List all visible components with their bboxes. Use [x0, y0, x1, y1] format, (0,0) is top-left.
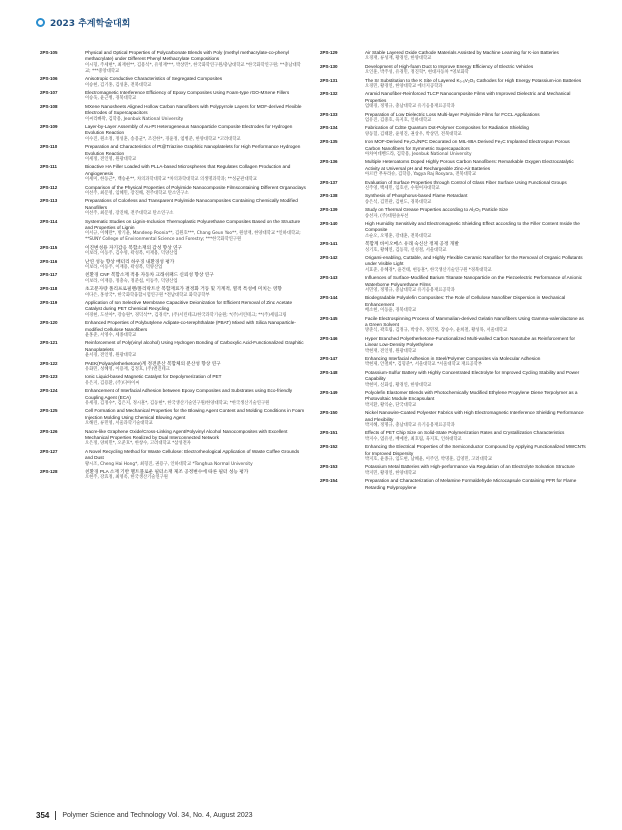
entry-authors: 이다은, 홍창국*, 한국화학융합시험연구원 *전남대학교 화학공학부	[85, 292, 210, 298]
entry-authors: 송선자, (주)대원솔루션	[365, 213, 409, 219]
abstract-entry	[320, 370, 586, 389]
abstract-entry	[40, 320, 306, 339]
entry-code: 2PS-147	[320, 356, 338, 361]
entry-authors: 윤서경, 전인영, 원광대학교	[85, 353, 137, 359]
entry-body	[365, 241, 586, 253]
entry-authors: 서효준, 유혜경*, 윤건태, 현동훈*, 한국생산기술연구원 *경북대학교	[365, 267, 492, 273]
entry-body	[85, 449, 306, 468]
entry-code: 2PS-129	[320, 50, 338, 55]
entry-code: 2PS-139	[320, 207, 338, 213]
entry-code: 2PS-148	[320, 369, 338, 375]
entry-body	[85, 164, 306, 183]
entry-authors: 박지민, 황경연, 한양대학교	[365, 470, 417, 476]
entry-title: Potassium-Sulfur Battery with Highly Concentrated Electrolyte for Improved Cycling Stability and Power Capability	[365, 369, 580, 382]
entry-authors: 이서규, 이혜란*, 방기윤, Mandeep Poonia**, 김원호***, Chang Geun Yoo**, 원창재, 한양대학교 *인하대학교; **SUNY College of Environmental Science and Forestry; ***한국화학연구원	[85, 231, 301, 243]
abstract-entry	[40, 185, 306, 197]
entry-title: Ionic Liquid-based Magnetic Catalyst for Depolymerization of PET	[85, 374, 222, 380]
entry-code: 2PS-120	[40, 320, 58, 326]
abstract-entry	[40, 361, 306, 373]
abstract-entry	[320, 410, 586, 429]
abstract-entry	[320, 221, 586, 240]
entry-authors: 이세정, 전인영, 원광대학교	[85, 157, 137, 163]
entry-body	[365, 275, 586, 294]
entry-code: 2PS-128	[40, 469, 58, 475]
entry-authors: 유은지, 김용환, (주)디아이씨	[85, 380, 140, 386]
entry-code: 2PS-111	[40, 164, 58, 170]
entry-title: Polyolefin Elastomer Blends with Photochemically Modified Ethylene Propylene Diene Terpolymer as a Photovoltaic Module Encapsulant	[365, 390, 578, 402]
abstract-entry	[40, 90, 306, 102]
entry-body	[365, 464, 586, 476]
entry-body	[365, 50, 586, 62]
entry-body	[85, 124, 306, 143]
entry-title: 복합계 바이오매스 유래 숙신산 정제 공정 개발	[365, 241, 459, 247]
abstract-entry	[40, 469, 306, 481]
entry-title: 초고분자량 폴리프로필렌/폴리락트산 복합재료가 결정화 거동 및 기계적, 열적 특성에 미치는 영향	[85, 286, 282, 292]
abstract-entry	[320, 139, 586, 158]
entry-body	[365, 390, 586, 409]
entry-code: 2PS-130	[320, 63, 338, 69]
entry-body	[85, 469, 306, 481]
abstract-entry	[320, 207, 586, 219]
entry-body	[365, 112, 586, 124]
entry-body	[85, 185, 306, 197]
abstract-entry	[320, 316, 586, 335]
entry-authors: 유화민, 성혜영, 이용재, 김정호, (주)엔진테크	[85, 367, 170, 373]
entry-code: 2PS-116	[40, 258, 58, 264]
abstract-entry	[320, 464, 586, 476]
entry-body	[365, 336, 586, 355]
entry-authors: 이보라, 이재용, 정충숙, 정준섭, 이동주, 덕양산업	[85, 278, 178, 284]
entry-title: Nacre-like Graphene Oxide/Cross-Linking Agent/Polyvinyl Alcohol Nanocomposites with Excellent Mechanical Properties Realized by Dual Interconnected Network	[85, 428, 288, 441]
entry-body	[85, 320, 306, 339]
entry-authors: 서민영, 정명규, 충남대학교 유기응용재료공학과	[365, 288, 455, 293]
entry-authors: 오경민, 황경연, 한양대학교 에너지공학과	[365, 84, 443, 89]
entry-code: 2PS-152	[320, 444, 338, 450]
entry-title: Anisotropic Conductive Characteristics of Segregated Composites	[85, 76, 223, 82]
entry-code: 2PS-132	[320, 91, 338, 97]
entry-code: 2PS-146	[320, 335, 338, 341]
entry-authors: 이승현, 김기홍, 김성훈, 전북대학교	[85, 82, 152, 88]
entry-authors: 성기호, 황혜연, 김동혁, 신성철, 서울대학교	[365, 247, 447, 253]
abstract-entry	[40, 300, 306, 319]
entry-code: 2PS-136	[320, 159, 338, 165]
entry-code: 2PS-143	[320, 275, 338, 281]
entry-code: 2PS-107	[40, 90, 58, 95]
entry-authors: 배소현, 이동윤, 경북대학교	[365, 308, 417, 314]
entry-body	[85, 272, 306, 284]
abstract-entry	[320, 390, 586, 409]
entry-code: 2PS-154	[320, 478, 338, 484]
abstract-entry	[40, 124, 306, 143]
entry-authors: 박지환, 황익순, 단국대학교	[365, 402, 417, 408]
abstract-entry	[40, 245, 306, 257]
entry-authors: 박현미, 신화심, 황경연, 한양대학교	[365, 382, 432, 388]
entry-title: Iron MOF-Derived Fe₃O₄/NPC Decorated on MIL-88A Derived Fe₃C Implanted Electrospun Porous Carbon Nanofibers for Symmetric Supercapacitors	[365, 139, 570, 151]
abstract-entry	[320, 180, 586, 192]
page-header	[36, 16, 130, 29]
abstract-entry	[320, 444, 586, 463]
entry-body	[365, 91, 586, 110]
entry-body	[85, 408, 306, 427]
abstract-entry	[320, 64, 586, 76]
entry-authors: 유세경, 김정수*, 김은지, 정시훈*, 김동현*, 한국생산기술연구원/한양대학교; *한국생산기술연구원	[85, 401, 270, 407]
entry-body	[365, 139, 586, 158]
entry-body	[85, 374, 306, 386]
entry-body	[365, 444, 586, 463]
entry-authors: 윤홍준, 서영수, 세종대학교	[85, 333, 137, 339]
entry-code: 2PS-142	[320, 254, 338, 260]
abstract-entry	[320, 255, 586, 274]
entry-code: 2PS-135	[320, 139, 338, 145]
entry-title: 친환경 PLA 소재 기반 멜트블로운 필터소재 제조 공정변수에 따른 필터 성능 평가	[85, 469, 249, 475]
entry-code: 2PS-105	[40, 50, 58, 55]
entry-code: 2PS-109	[40, 124, 58, 129]
entry-title: Development of High-foam Duct to Improve Energy Efficiency of Electric Vehicles	[365, 63, 534, 69]
entry-authors: 송은석, 김민관, 김현도, 경북대학교	[365, 199, 432, 205]
abstract-entry	[40, 76, 306, 88]
entry-title: 친환경 CNF 복합소재 적용 자동차 크래쉬패드 신뢰성 향상 연구	[85, 272, 214, 278]
entry-title: Effects of PET Chip Size on Solid-State Polymerization Rates and Crystallization Characteristics	[365, 430, 565, 436]
entry-title: Cell Formation and Mechanical Properties for the Blowing Agent Content and Molding Conditions in Foam Injection Molding Using Chemical Blowing Agent	[85, 408, 305, 420]
right-column	[320, 50, 586, 492]
abstract-entry	[40, 164, 306, 183]
abstract-entry	[320, 159, 586, 178]
entry-code: 2PS-114	[40, 218, 58, 224]
entry-title: Layer-by-Layer Assembly of Au-Pt Heterogeneous Nanoparticle Composite Electrodes for Hydrogen Evolution Reaction	[85, 124, 293, 136]
entry-body	[85, 219, 306, 244]
abstract-entry	[40, 104, 306, 123]
entry-body	[85, 388, 306, 407]
entry-title: Bioactive HA Filler Loaded with PLLA-based Microspheres that Regulates Collagen Production and Angiogenesis	[85, 164, 291, 176]
abstract-entry	[320, 193, 586, 205]
entry-authors: 엄유진, 김중호, 육지호, 인하대학교	[365, 118, 432, 123]
entry-body	[85, 300, 306, 319]
abstract-entry	[40, 429, 306, 448]
entry-title: A Novel Recycling Method for Waste Cellulose: Electrorheological Application of Waste Coffee Grounds and Dust	[85, 448, 300, 461]
conference-title: 2023 추계학술대회	[50, 19, 131, 29]
journal-citation: Polymer Science and Technology Vol. 34, No. 4, August 2023	[62, 812, 253, 819]
abstract-entry	[320, 430, 586, 442]
abstract-entry	[40, 50, 306, 75]
entry-title: Synthesis of Phosphorus-based Flame Retardant	[365, 193, 468, 199]
entry-authors: 박현제, 안철희*, 김형준*, 서울대학교 *서울대학교 재료공학부	[365, 362, 482, 368]
circle-bullet-icon	[36, 18, 45, 27]
entry-authors: 이씨리빠딱, 김학용, Jeonbuk National University	[85, 116, 184, 122]
entry-title: 난연 성능 향상 배터리 하우징 내환경성 평가	[85, 258, 175, 264]
entry-title: Evaluation of Surface Properties through Control of Glass Fiber Surface Using Functional Groups	[365, 179, 567, 185]
page-number: 354	[36, 811, 50, 820]
entry-authors: 오인훈, 박주성, 유경민, 정진혁*, 현대자동차 *영보화학	[365, 70, 469, 76]
entry-body	[365, 125, 586, 137]
entry-body	[365, 295, 586, 314]
entry-code: 2PS-115	[40, 244, 58, 250]
entry-body	[85, 286, 306, 298]
entry-body	[365, 356, 586, 368]
left-column	[40, 50, 306, 483]
entry-title: Electromagnetic Interference Efficiency of Epoxy Composites Using Foam-type rGO-MXene Fillers	[85, 90, 290, 95]
entry-title: Potassium Metal Batteries with High-performance via Regulation of an Electrolyte Solvation Structure	[365, 464, 575, 470]
abstract-entry	[40, 286, 306, 298]
abstract-entry	[40, 340, 306, 359]
entry-title: Origami-enabling, Cuttable, and Highly Flexible Ceramic Nanofiber for the Removal of Organic Pollutants under Visible Light	[365, 254, 583, 267]
entry-body	[365, 159, 586, 178]
entry-code: 2PS-144	[320, 295, 338, 301]
entry-title: Biodegradable Polyolefin Composites: The Role of Cellulose Nanofiber Dispersion in Mechanical Enhancement	[365, 295, 566, 307]
entry-code: 2PS-118	[40, 286, 58, 292]
entry-code: 2PS-145	[320, 315, 338, 321]
entry-authors: 박지혜, 정명규, 충남대학교 유기응용재료공학과	[365, 423, 455, 429]
entry-body	[85, 76, 306, 88]
abstract-entry	[320, 125, 586, 137]
entry-code: 2PS-134	[320, 125, 338, 131]
entry-title: Aramid Nanofiber-Reinforced TLCP Nanocomposite Films with Improved Dielectric and Mechanical Properties	[365, 91, 571, 103]
entry-authors: 신주영, 백세민, 임호선, 수원여자대학교	[365, 186, 440, 191]
entry-title: Enhancing Interfacial Adhesion in Steel/Polymer Composites via Molecular Adhesion	[365, 356, 541, 361]
abstract-entry	[40, 449, 306, 468]
abstract-entry	[320, 356, 586, 368]
entry-authors: 박현재, 전인영, 원광대학교	[365, 348, 417, 354]
entry-body	[85, 198, 306, 217]
entry-body	[85, 245, 306, 257]
abstract-entry	[320, 478, 586, 491]
abstract-entry	[320, 275, 586, 294]
entry-authors: 이보라, 이동주, 김수영, 곽성복, 이재용, 덕양산업	[85, 251, 178, 257]
abstract-entry	[320, 295, 586, 314]
entry-code: 2PS-138	[320, 193, 338, 199]
entry-title: Hyper Branched Polyetherketone-Functionalized Multi-walled Carbon Nanotube as Reinforcement for Linear Low-Density Polyethylene	[365, 335, 576, 348]
abstract-entry	[40, 408, 306, 427]
entry-code: 2PS-122	[40, 360, 58, 366]
entry-code: 2PS-112	[40, 184, 58, 190]
entry-title: MXene Nanosheets Aligned Hollow Carbon Nanofibers with Polypyrrole Layers for MOF-derived Flexible Electrodes of Supercapacitors	[85, 103, 302, 116]
abstract-entry	[40, 198, 306, 217]
entry-body	[365, 255, 586, 274]
entry-code: 2PS-119	[40, 300, 58, 305]
entry-authors: 아르칸 무투라슈, 김학용, Yagya Raj Rosyara, 전북대학교	[365, 172, 477, 178]
entry-authors: 박지호, 윤종규, 임도현, 남혜윤, 이주연, 박명훈, 김영민, 고려대학교	[365, 457, 493, 463]
entry-code: 2PS-127	[40, 448, 58, 454]
entry-title: Preparation of Low Dielectric Loss Multi-layer Polyimide Films for FCCL Applications	[365, 111, 540, 117]
entry-title: The Sr Substitution to the K Site of Layered K₀.₅V₂O₅ Cathodes for High Energy Potassium-ion Batteries	[365, 77, 582, 83]
footer-divider	[55, 811, 56, 820]
entry-authors: 이수진, 원소정, 정성훈, 송용균*, 조진한*, 경윤정, 염병준, 한양대학교 *고려대학교	[85, 136, 241, 142]
entry-authors: 오현주, 강효정, 최영옥, 한국생산기술연구원	[85, 475, 168, 481]
entry-title: Fabrication of CdSe Quantum Dot-Polymer Composites for Radiation Shielding	[365, 125, 529, 131]
page-footer	[36, 811, 253, 820]
entry-code: 2PS-108	[40, 103, 58, 109]
entry-title: Reinforcement of Poly(vinyl alcohol) Using Hydrogen Bonding of Carboxylic Acid-Functionalized Graphitic Nanoplatelets	[85, 340, 304, 352]
entry-body	[85, 144, 306, 163]
entry-code: 2PS-153	[320, 464, 338, 470]
entry-authors: 이선주, 최문영, 장진해, 전주대학교 탄소연구소	[85, 211, 174, 217]
entry-authors: 이세미, 한동근*, 백승운**, 차의과학대학교 *차의과학대학교 의생명과학과; **성균관대학교	[85, 177, 257, 183]
entry-code: 2PS-124	[40, 388, 58, 394]
entry-body	[365, 430, 586, 442]
entry-authors: 오경재, 류성재, 황경연, 한양대학교	[365, 56, 432, 62]
entry-body	[365, 78, 586, 90]
entry-body	[85, 429, 306, 448]
entry-body	[85, 104, 306, 123]
entry-code: 2PS-140	[320, 220, 338, 226]
entry-body	[365, 478, 586, 491]
entry-title: High Humidity Sensitivity and Electromagnetic Shielding Effect according to the Filler Content Inside the Composite	[365, 220, 580, 233]
entry-body	[365, 180, 586, 192]
entry-authors: 방준식, 곽호림, 김정규, 박상우, 정민정, 장승수, 윤희철, 황성목, 서울대학교	[365, 328, 508, 334]
entry-title: 이진변성용 자기감응 복합소재의 감성 향상 연구	[85, 244, 183, 250]
entry-code: 2PS-125	[40, 408, 58, 414]
entry-body	[85, 361, 306, 373]
abstract-entry	[40, 272, 306, 284]
entry-body	[85, 340, 306, 359]
entry-body	[365, 64, 586, 76]
abstract-entry	[40, 144, 306, 163]
entry-code: 2PS-113	[40, 198, 58, 204]
abstract-entry	[320, 336, 586, 355]
entry-title: Enhanced Properties of Polybutylene Adipate-co-terephthalate (PBAT) Mixed with Silica Nanoparticle-modified Cellulose Nanofibers	[85, 320, 296, 332]
entry-authors: 엄태경, 정명규, 충남대학교 유기응용재료공학과	[365, 104, 455, 110]
entry-code: 2PS-126	[40, 428, 58, 434]
abstract-entry	[40, 259, 306, 271]
entry-body	[365, 410, 586, 429]
entry-title: Air Stable Layered Oxide Cathode Materials Assisted by Machine Learning for K-ion Batteries	[365, 50, 559, 55]
entry-authors: 아차여데벤드라, 김학용, Jeonbuk National University	[365, 152, 472, 157]
entry-code: 2PS-141	[320, 241, 338, 247]
entry-title: PAEK(Polyaryletherketone)계 정전분산 복합체의 분산성 향상 연구	[85, 360, 221, 366]
entry-code: 2PS-123	[40, 374, 58, 380]
entry-authors: 오은정, 양희민*, 오준호*, 한창수, 고려대학교 *삼성전자	[85, 441, 191, 447]
entry-title: Preparations of Colorless and Transparent Polyimide Nanocomposites Containing Chemically Modified Nanofillers	[85, 198, 298, 210]
entry-code: 2PS-131	[320, 77, 338, 83]
entry-body	[85, 50, 306, 75]
entry-body	[85, 90, 306, 102]
entry-title: Facile Electrospinning Process of Mammalian-derived Gelatin Nanofibers Using Gamma-valerolactone as a Green Solvent	[365, 315, 584, 327]
entry-body	[85, 259, 306, 271]
abstract-entry	[320, 91, 586, 110]
entry-authors: 이시형, 주세현*, 최재현**, 김용석*, 유영재***, 박상민*, 한국화학연구원/충남대학교 *한국화학연구원; **충남대학교; ***중앙대학교	[85, 62, 301, 74]
entry-body	[365, 221, 586, 240]
entry-code: 2PS-121	[40, 340, 58, 346]
entry-authors: 왕시조, Cheng Hai Hong*, 최형진, 권용구, 인하대학교 *Tonghua Normal University	[85, 461, 253, 467]
entry-title: Physical and Optical Properties of Polycarbonate Blends with Poly (methyl methacrylate-co-phenyl methacrylate) under Different Phenyl Methacrylate Compositions	[85, 50, 290, 62]
entry-title: Multiple Heteroatoms Doped Highly Porous Carbon Nanofibers: Remarkable Oxygen Electrocatalytic Activity at Universal pH and Rechargeable Zinc-Air Batteries	[365, 159, 574, 171]
entry-code: 2PS-151	[320, 430, 338, 436]
entry-title: Preparation and Characterization of Melamine Formaldehyde Microcapsule Containing PFR for Flame Retarding Polypropylene	[365, 478, 577, 490]
abstract-entry	[40, 388, 306, 407]
entry-body	[365, 316, 586, 335]
abstract-entry	[320, 112, 586, 124]
entry-title: Enhancing the Electrical Properties of the Semiconductor Compound by Applying Functionalized MWCNTs for Improved Dispersity	[365, 444, 586, 456]
entry-body	[365, 193, 586, 205]
abstract-entry	[320, 50, 586, 62]
entry-authors: 박지수, 염유선, 배예찬, 최호림, 육지호, 인하대학교	[365, 436, 462, 442]
entry-title: Preparation and Characteristics of Pt@Triazine Graphitic Nanoplatelets for High Performance Hydrogen Evolution Reaction	[85, 144, 301, 156]
entry-code: 2PS-117	[40, 272, 58, 278]
entry-code: 2PS-150	[320, 410, 338, 416]
entry-authors: 이경현, 도선아*, 강승원*, 경덕석**, 김경석*, (주)서린테크/한국과학기술원; *(주)서린테크; **(주)세림크링	[85, 312, 287, 318]
abstract-entry	[320, 241, 586, 253]
entry-authors: 이보라, 이동주, 이재용, 곽성복, 덕양산업	[85, 265, 163, 271]
entry-title: Comparison of the Physical Properties of Polyimide Nanocomposite Filmscontaining Different Organoclays	[85, 184, 306, 190]
abstract-entry	[40, 374, 306, 386]
abstract-entry	[40, 219, 306, 244]
entry-authors: 이승욱, 윤근병, 경북대학교	[85, 96, 137, 102]
entry-authors: 오해린, 류민영, 서울과학기술대학교	[85, 421, 153, 427]
entry-title: Influences of Surface-Modified Barium Titanate Nanoparticle on the Piezoelectric Performance of Anionic Waterborne Polyurethane Films	[365, 275, 583, 287]
entry-title: Nickel Nanowire-Coated Polyester Fabrics with High Electromagnetic Interference Shielding Performance and Flexibility	[365, 410, 584, 422]
entry-code: 2PS-137	[320, 179, 338, 185]
entry-authors: 양동혈, 김태환, 윤영진, 권상우, 박상민, 전북대학교	[365, 131, 462, 137]
entry-code: 2PS-106	[40, 76, 58, 82]
entry-title: Study on Thermal Grease Properties according to Al₂O₃ Particle Size	[365, 207, 509, 213]
abstract-entry	[320, 78, 586, 90]
entry-body	[365, 370, 586, 389]
entry-authors: 소순오, 오명훈, 강대훈, 전북대학교	[365, 233, 432, 239]
entry-code: 2PS-149	[320, 390, 338, 395]
entry-body	[365, 207, 586, 219]
entry-title: Systematic Studies on Lignin-Inclusion Thermoplastic Polyurethane Composites Based on the Structure and Properties of Lignin	[85, 218, 301, 231]
entry-title: Application of Ion Selective Membrane Capacitive Deionization for Efficient Removal of Zinc Acetate Catalyst during PET Chemical Recycling	[85, 300, 293, 312]
entry-code: 2PS-133	[320, 111, 338, 117]
entry-authors: 이선주, 최문영, 임혜민, 장진해, 전주대학교 탄소연구소	[85, 191, 189, 197]
entry-title: Enhancement of Interfacial Adhesion between Epoxy Composites and Substrates using Eco-friendly Coupling Agent (ECA)	[85, 388, 293, 400]
entry-code: 2PS-110	[40, 144, 58, 150]
